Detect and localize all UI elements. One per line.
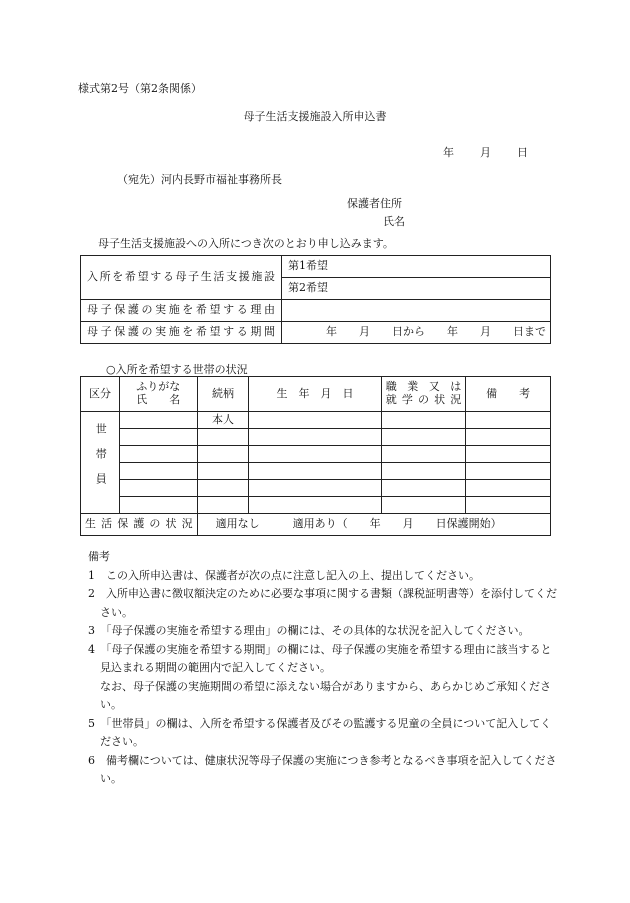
member-cell[interactable] [197,480,249,497]
intro-text: 母子生活支援施設への入所につき次のとおり申し込みます。 [98,237,394,250]
note-item: 3 「母子保護の実施を希望する理由」の欄には、その具体的な状況を記入してください。 [88,624,530,637]
member-cell[interactable] [119,480,197,497]
period-field[interactable] [282,322,551,344]
member-cell[interactable] [197,497,249,514]
second-choice-label: 第2希望 [288,281,328,295]
member-cell[interactable] [197,446,249,463]
member-cell[interactable] [466,446,551,463]
period-label: 母子保護の実施を希望する期間 [81,322,282,344]
household-section-title: ○入所を希望する世帯の状況 [106,363,248,376]
col-kubun: 区分 [81,377,120,412]
second-choice-field[interactable] [282,278,551,300]
member-cell[interactable] [466,429,551,446]
member-cell[interactable] [249,446,381,463]
notes-heading: 備考 [88,550,110,563]
col-occupation [381,377,466,412]
member-cell[interactable] [381,497,466,514]
note-item: 5 「世帯員」の欄は、入所を希望する保護者及びその監護する児童の全員について記入してください。 [88,716,552,748]
date-month-label: 月 [480,146,491,159]
note-item: 4 「母子保護の実施を希望する期間」の欄には、母子保護の実施を希望する理由に該当すると見込まれる期間の範囲内で記入してください。 [88,642,552,674]
member-cell[interactable] [466,480,551,497]
col-furigana-name [119,377,197,412]
member-cell[interactable] [119,446,197,463]
note-item: 1 この入所申込書は、保護者が次の点に注意し記入の上、提出してください。 [88,568,480,582]
member-cell[interactable] [119,429,197,446]
household-table [80,376,551,536]
member-cell[interactable] [119,412,197,429]
welfare-label-text: 生活保護の状況 [85,517,193,531]
date-day-label: 日 [517,146,528,159]
col-name: 氏 名 [136,393,181,406]
member-cell[interactable] [381,446,466,463]
first-choice-label: 第1希望 [288,259,328,273]
member-cell[interactable] [381,463,466,480]
member-cell[interactable] [466,463,551,480]
self-relation-cell: 本人 [197,412,249,429]
facility-table [80,255,551,344]
note-item: 6 備考欄については、健康状況等母子保護の実施につき参考となるべき事項を記入してください。 [88,753,557,785]
member-cell[interactable] [466,497,551,514]
member-cell[interactable] [249,497,381,514]
member-cell[interactable] [381,429,466,446]
form-number: 様式第2号（第2条関係） [78,82,202,95]
note-item: なお、母子保護の実施期間の希望に添えない場合がありますから、あらかじめご承知ください。 [100,679,551,711]
addressee: （宛先）河内長野市福祉事務所長 [117,173,282,186]
member-cell[interactable] [249,429,381,446]
notes-section [88,548,558,789]
desired-facility-label: 入所を希望する母子生活支援施設 [81,256,282,300]
date-line [443,147,528,158]
period-value: 年 月 日から 年 月 日まで [326,325,546,339]
first-choice-field[interactable] [282,256,551,278]
col-furigana: ふりがな [136,380,181,394]
member-cell[interactable] [381,480,466,497]
member-cell[interactable] [119,463,197,480]
col-birth: 生 年 月 日 [249,377,381,412]
member-cell[interactable] [249,412,381,429]
col-remarks: 備 考 [466,377,551,412]
date-year-label: 年 [443,146,454,159]
reason-field[interactable] [282,300,551,322]
col-occupation-line2: 就学の状況 [385,393,462,406]
col-relation: 続柄 [197,377,249,412]
col-occupation-line1: 職業又は [385,380,462,394]
guardian-address-label: 保護者住所 [347,197,402,210]
member-cell[interactable] [197,429,249,446]
welfare-label [81,514,198,536]
member-cell[interactable] [381,412,466,429]
member-cell[interactable] [249,463,381,480]
member-cell[interactable] [197,463,249,480]
note-item: 2 入所申込書に徴収額決定のために必要な事項に関する書類（課税証明書等）を添付してください。 [88,587,557,619]
member-cell[interactable] [119,497,197,514]
document-title: 母子生活支援施設入所申込書 [243,110,387,123]
reason-label: 母子保護の実施を希望する理由 [81,300,282,322]
guardian-name-label: 氏名 [383,215,405,228]
welfare-value: 適用なし 適用あり（ 年 月 日保護開始） [215,517,502,531]
member-cell[interactable] [466,412,551,429]
member-cell[interactable] [249,480,381,497]
welfare-status-field[interactable] [197,514,550,536]
members-label-cell [81,412,120,514]
members-label: 世帯員 [94,423,108,499]
